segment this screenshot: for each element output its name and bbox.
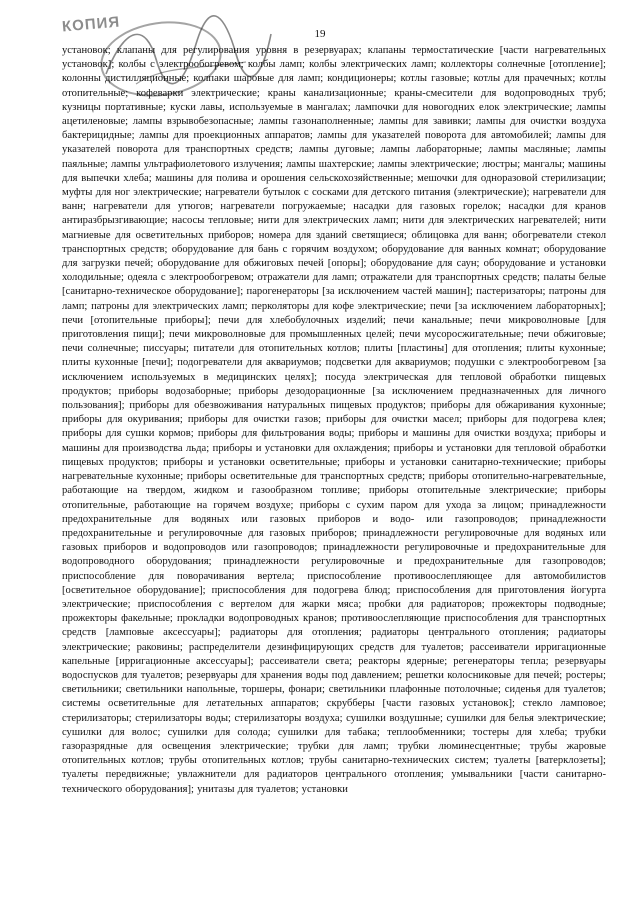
page-number: 19 [314,28,326,40]
copy-stamp: КОПИЯ [61,13,121,36]
body-paragraph: установок; клапаны для регулирования уровня в резервуарах; клапаны термостатические [части нагревательных установок]; колбы с электрообогревом; колбы ламп; колбы электрических ламп; коллекторы солнечные [отопление]; колонны дистилляционные; колпаки шаровые для ламп; кондиционеры; котлы газовые; котлы для прачечных; котлы отопительные; кофеварки электрические; краны канализационные; краны-смесители для водопроводных труб; кузницы портативные; куски лавы, используемые в мангалах; лампочки для новогодних елок электрические; лампы ацетиленовые; лампы взрывобезопасные; лампы газонаполненные; лампы для завивки; лампы для очистки воздуха бактерицидные; лампы для проекционных аппаратов; лампы для указателей поворота для автомобилей; лампы для указателей поворота для транспортных средств; лампы дуговые; лампы лабораторные; лампы масляные; лампы паяльные; лампы ультрафиолетового излучения; лампы шахтерские; лампы электрические; люстры; мангалы; машины для выпечки хлеба; машины для полива и орошения сельскохозяйственные; мешочки для одноразовой стерилизации; муфты для ног электрические; нагреватели бутылок с сосками для детского питания (электрические); нагреватели для ванн; нагреватели для утюгов; нагреватели погружаемые; насадки для газовых горелок; насадки для кранов антиразбрызгивающие; насосы тепловые; нити для электрических ламп; нити для электрических нагревателей; нити магниевые для осветительных приборов; номера для зданий светящиеся; облицовка для ванн; обогреватели стекол транспортных средств; оборудование для бань с горячим воздухом; оборудование для ванных комнат; оборудование для загрузки печей; оборудование для обжиговых печей [опоры]; оборудование для саун; оборудование и установки холодильные; одеяла с электрообогревом; отражатели для ламп; отражатели для транспортных средств; палаты белые [санитарно-техническое оборудование]; парогенераторы [за исключением частей машин]; пастеризаторы; патроны для ламп; патроны для электрических ламп; перколяторы для кофе электрические; печи [за исключением лабораторных]; печи [отопительные приборы]; печи для хлебобулочных изделий; печи канальные; печи микроволновые [для приготовления пищи]; печи микроволновые для промышленных целей; печи мусоросжигательные; печи обжиговые; печи солнечные; писсуары; питатели для отопительных котлов; плиты [пластины] для отопления; плиты кухонные; плиты кухонные [печи]; подогреватели для аквариумов; подсветки для аквариумов; подушки с электрообогревом [за исключением используемых в медицинских целях]; посуда электрическая для тепловой обработки пищевых продуктов; приборы водозаборные; приборы дезодорационные [за исключением предназначенных для личного пользования]; приборы для обезвоживания натуральных пищевых продуктов; приборы для обжаривания кухонные; приборы для окуривания; приборы для очистки газов; приборы для очистки масел; приборы для подогрева клея; приборы для сушки кормов; приборы для фильтрования воды; приборы и машины для очистки воздуха; приборы и машины для производства льда; приборы и установки для охлаждения; приборы и установки для тепловой обработки пищевых продуктов; приборы и установки осветительные; приборы и установки санитарно-технические; приборы нагревательные кухонные; приборы осветительные для транспортных средств; приборы отопительно-нагревательные, работающие на твердом, жидком и газообразном топливе; приборы отопительные электрические; приборы отопительные, работающие на горячем воздухе; приборы с сухим паром для ухода за лицом; принадлежности предохранительные для водяных или газовых приборов и водо- или газопроводов; принадлежности предохранительные и регулировочные для газовых приборов; принадлежности регулировочные для водяных или газовых приборов и водопроводов или газопроводов; принадлежности регулировочные и предохранительные для водопроводного оборудования; принадлежности регулировочные и предохранительные для газопроводов; приспособление для поворачивания вертела; приспособление противоослепляющее для автомобилистов [осветительное оборудование]; приспособления для подогрева блюд; приспособления для приготовления йогурта электрические; приспособления с вертелом для жарки мяса; пробки для радиаторов; прожекторы подводные; прожекторы факельные; прокладки водопроводных кранов; противоослепляющие приспособления для транспортных средств [ламповые аксессуары]; радиаторы для отопления; радиаторы центрального отопления; радиаторы электрические; раковины; распределители дезинфицирующих средств для туалетов; рассеиватели ирригационные капельные [ирригационные аксессуары]; рассеиватели света; реакторы ядерные; регенераторы тепла; резервуары водоспусков для туалетов; резервуары для хранения воды под давлением; решетки колосниковые для печей; ростеры; светильники; светильники напольные, торшеры, фонари; светильники плафонные потолочные; сиденья для туалетов; системы осветительные для летательных аппаратов; скрубберы [части газовых установок]; стекло ламповое; стерилизаторы; стерилизаторы воды; стерилизаторы воздуха; сушилки воздушные; сушилки для белья электрические; сушилки для волос; сушилки для солода; сушилки для табака; теплообменники; тостеры для хлеба; трубки газоразрядные для освещения электрические; трубки для ламп; трубки люминесцентные; трубы жаровые отопительных котлов; трубы отопительных котлов; трубы санитарно-технических систем; туалеты [ватерклозеты]; туалеты передвижные; увлажнители для радиаторов центрального отопления; умывальники [части санитарно-технического оборудования]; унитазы для туалетов; установки [62,45,606,795]
